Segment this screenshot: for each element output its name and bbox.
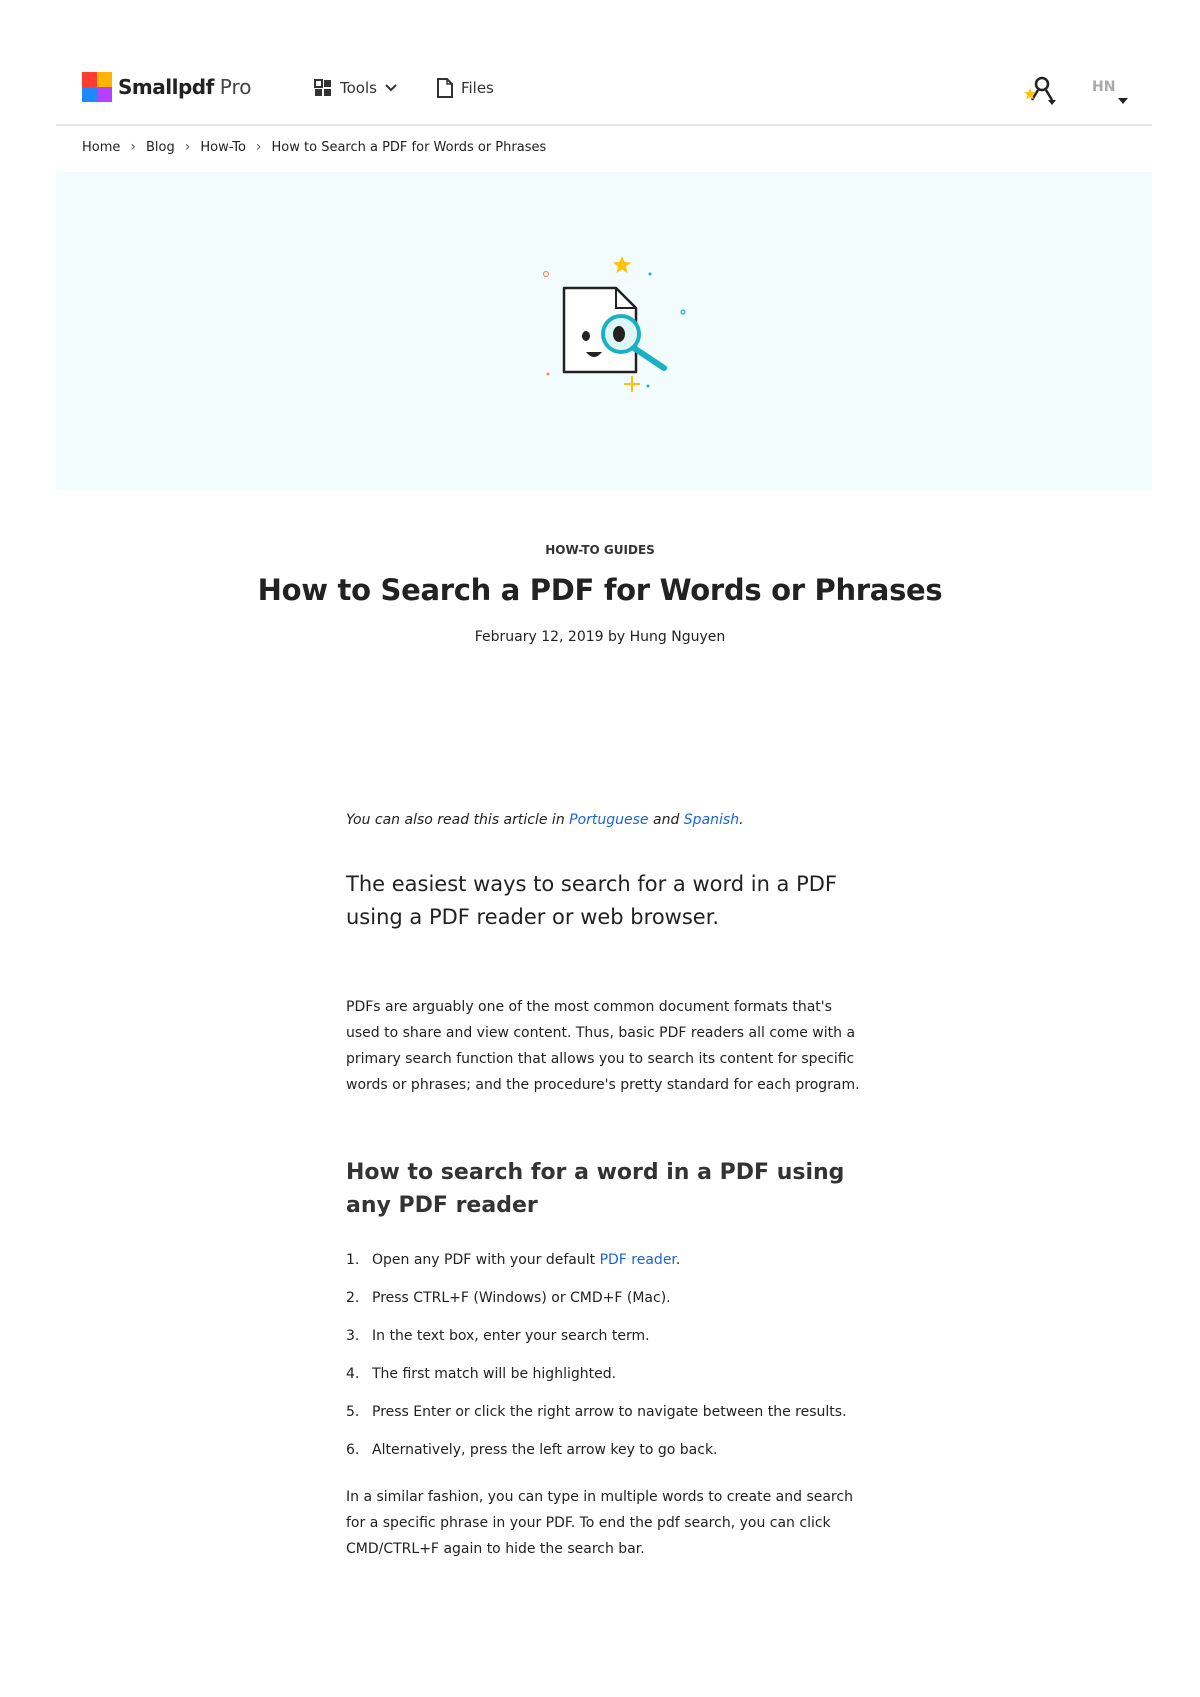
step-number: 6. <box>346 1442 360 1458</box>
step-text: Open any PDF with your default PDF reader. <box>372 1252 681 1268</box>
breadcrumb-how-to[interactable]: How-To <box>200 139 246 155</box>
step-number: 1. <box>346 1252 360 1268</box>
user-icon <box>1024 74 1060 106</box>
breadcrumb-home[interactable]: Home <box>82 139 121 155</box>
breadcrumb-blog[interactable]: Blog <box>146 139 175 155</box>
step-text: Alternatively, press the left arrow key to go back. <box>372 1442 718 1458</box>
article-title: How to Search a PDF for Words or Phrases <box>257 573 943 607</box>
user-initials: HN <box>1092 79 1116 95</box>
list-item <box>346 1290 866 1328</box>
list-item <box>346 1366 866 1404</box>
logo-icon <box>82 72 112 102</box>
step-number: 3. <box>346 1328 360 1344</box>
note-text: . <box>739 812 744 828</box>
main-nav <box>314 78 494 98</box>
account-button[interactable] <box>1024 74 1060 106</box>
step-number: 5. <box>346 1404 360 1420</box>
step-text: Press Enter or click the right arrow to navigate between the results. <box>372 1404 847 1420</box>
hero-banner <box>56 172 1152 490</box>
article-lead: The easiest ways to search for a word in a PDF using a PDF reader or web browser. <box>346 872 838 929</box>
step-number: 2. <box>346 1290 360 1306</box>
file-icon <box>437 78 453 98</box>
chevron-down-icon <box>385 84 397 92</box>
user-menu[interactable] <box>1092 74 1124 106</box>
list-item <box>346 1404 866 1442</box>
grid-icon <box>314 79 332 97</box>
note-text: and <box>648 812 684 828</box>
article-intro: PDFs are arguably one of the most common document formats that's used to share and view content. Thus, basic PDF readers all come with a primary search function that allows you to search its content for specific words or phrases; and the procedure's pretty standard for each program. <box>346 999 860 1093</box>
logo-text: Smallpdf <box>118 75 214 99</box>
list-item <box>346 1252 866 1290</box>
chevron-right-icon: › <box>130 139 136 155</box>
user-area <box>1024 74 1124 106</box>
step-text: The first match will be highlighted. <box>372 1366 617 1382</box>
article-category[interactable]: HOW-TO GUIDES <box>545 543 655 557</box>
portuguese-link[interactable]: Portuguese <box>569 812 649 828</box>
step-text: In the text box, enter your search term. <box>372 1328 650 1344</box>
translation-note <box>346 812 866 828</box>
article-outro: In a similar fashion, you can type in multiple words to create and search for a specific phrase in your PDF. To end the pdf search, you can click CMD/CTRL+F again to hide the search bar. <box>346 1489 853 1557</box>
nav-files-label: Files <box>460 79 494 97</box>
article-body <box>346 812 866 1562</box>
chevron-right-icon: › <box>255 139 262 155</box>
caret-down-icon <box>1118 98 1128 104</box>
spanish-link[interactable]: Spanish <box>683 812 740 828</box>
pro-badge: Pro <box>219 75 252 99</box>
smallpdf-logo[interactable] <box>82 72 252 102</box>
steps-list <box>346 1252 866 1480</box>
pdf-reader-link[interactable]: PDF reader <box>599 1252 676 1268</box>
section-heading: How to search for a word in a PDF using any PDF reader <box>346 1160 845 1218</box>
step-text: Press CTRL+F (Windows) or CMD+F (Mac). <box>372 1290 671 1306</box>
list-item <box>346 1328 866 1366</box>
nav-tools[interactable] <box>314 79 397 97</box>
breadcrumb-current: How to Search a PDF for Words or Phrases <box>271 139 547 155</box>
article-meta: February 12, 2019 by Hung Nguyen <box>474 629 726 645</box>
note-text: You can also read this article in <box>346 812 570 828</box>
document-search-illustration <box>536 250 696 410</box>
nav-files[interactable] <box>437 78 494 98</box>
list-item <box>346 1442 866 1480</box>
step-number: 4. <box>346 1366 360 1382</box>
nav-tools-label: Tools <box>340 79 377 97</box>
chevron-right-icon: › <box>184 139 191 155</box>
top-navbar <box>56 62 1152 126</box>
breadcrumb <box>82 139 546 155</box>
